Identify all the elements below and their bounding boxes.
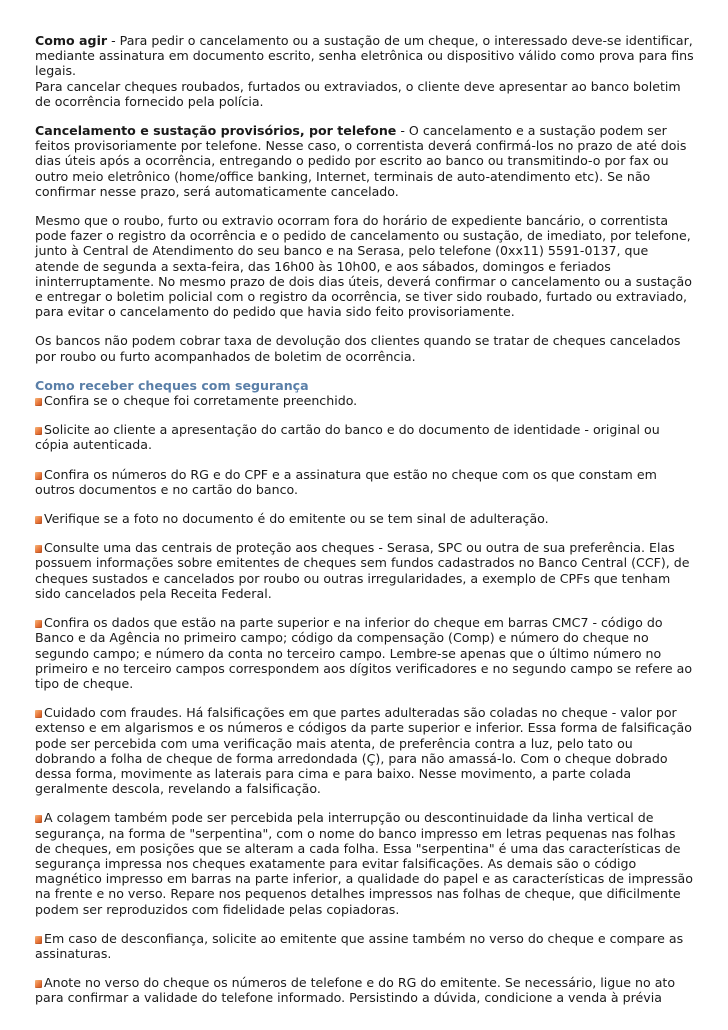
after-hours-paragraph: Mesmo que o roubo, furto ou extravio ocorram fora do horário de expediente bancário, o correntista pode fazer o registro da ocorrência e o pedido de cancelamento ou sustação, de imediato, por telefone, junto à Central de Atendimento do seu banco e na Serasa, pelo telefone (0xx11) 5591-0137, que atende de segunda a sexta-feira, das 16h00 às 10h00, e aos sábados, domingos e feriados ininterruptamente. No mesmo prazo de dois dias úteis, deverá confirmar o cancelamento ou a sustação e entregar o boletim policial com o registro da ocorrência, se tiver sido roubado, furtado ou extraviado, para evitar o cancelamento do pedido que havia sido feito provisoriamente. bbox=[35, 213, 692, 320]
bullet-icon bbox=[35, 516, 42, 524]
safety-tip-text: Confira os dados que estão na parte superior e na inferior do cheque em barras CMC7 - código do Banco e da Agência no primeiro campo; código da compensação (Comp) e número do cheque no segundo campo; e número da conta no terceiro campo. Lembre-se apenas que o último número no primeiro e no terceiro campos correspondem aos dígitos verificadores e no segundo campo se refere ao tipo de cheque. bbox=[35, 615, 693, 691]
bullet-icon bbox=[35, 710, 42, 718]
safety-tip bbox=[35, 467, 695, 497]
safety-tip-text: Consulte uma das centrais de proteção aos cheques - Serasa, SPC ou outra de sua preferência. Elas possuem informações sobre emitentes de cheques sem fundos cadastrados no Banco Central (CCF), de cheques sustados e cancelados por roubo ou outras irregularidades, a exemplo de CPFs que tenham sido cancelados pela Receita Federal. bbox=[35, 540, 690, 601]
safety-tip bbox=[35, 540, 695, 601]
safety-tip bbox=[35, 975, 695, 1005]
safety-tip bbox=[35, 810, 695, 916]
provisional-label: Cancelamento e sustação provisórios, por telefone bbox=[35, 123, 397, 139]
bullet-icon bbox=[35, 815, 42, 823]
bullet-icon bbox=[35, 936, 42, 944]
safety-tip bbox=[35, 511, 695, 526]
bullet-icon bbox=[35, 620, 42, 628]
safety-tip-text: Solicite ao cliente a apresentação do cartão do banco e do documento de identidade - original ou cópia autenticada. bbox=[35, 422, 660, 453]
safety-tip-text: Anote no verso do cheque os números de telefone e do RG do emitente. Se necessário, ligue no ato para confirmar a validade do telefone informado. Persistindo a dúvida, condicione a venda à prévia bbox=[35, 975, 676, 1006]
bullet-icon bbox=[35, 398, 42, 406]
safety-tip-text: Cuidado com fraudes. Há falsificações em que partes adulteradas são coladas no cheque - valor por extenso e em algarismos e os números e códigos da parte superior e inferior. Essa forma de falsificação pode ser percebida com uma verificação mais atenta, de preferência contra a luz, pelo tato ou dobrando a folha de cheque de forma arredondada (Ç), para não amassá-lo. Com o cheque dobrado dessa forma, movimente as laterais para cima e para baixo. Nesse movimento, a parte colada geralmente descola, revelando a falsificação. bbox=[35, 705, 692, 797]
how-to-paragraph bbox=[35, 33, 695, 79]
safety-tip bbox=[35, 705, 695, 796]
safety-tip bbox=[35, 931, 695, 961]
safety-tip-text: Confira os números do RG e do CPF e a assinatura que estão no cheque com os que constam em outros documentos e no cartão do banco. bbox=[35, 466, 657, 497]
fees-paragraph: Os bancos não podem cobrar taxa de devolução dos clientes quando se tratar de cheques cancelados por roubo ou furto acompanhados de boletim de ocorrência. bbox=[35, 333, 681, 364]
safety-section bbox=[35, 378, 695, 1006]
how-to-label: Como agir bbox=[35, 33, 108, 48]
safety-heading: Como receber cheques com segurança bbox=[35, 377, 309, 393]
safety-tip-text: Verifique se a foto no documento é do emitente ou se tem sinal de adulteração. bbox=[44, 511, 549, 527]
safety-tip bbox=[35, 393, 695, 408]
how-to-separator: - bbox=[107, 33, 120, 48]
provisional-separator: - bbox=[396, 123, 409, 139]
safety-tip bbox=[35, 615, 695, 691]
bullet-icon bbox=[35, 472, 42, 480]
bullet-icon bbox=[35, 427, 42, 435]
safety-tip bbox=[35, 422, 695, 452]
provisional-paragraph bbox=[35, 123, 695, 199]
document-page bbox=[35, 33, 695, 1020]
provisional-text: O cancelamento e a sustação podem ser feitos provisoriamente por telefone. Nesse caso, o correntista deverá confirmá-los no prazo de até dois dias úteis após a ocorrência, entregando o pedido por escrito ao banco ou transmitindo-o por fax ou outro meio eletrônico (home/office banking, Internet, terminais de auto-atendimento etc). Se não confirmar nesse prazo, será automaticamente cancelado. bbox=[35, 123, 687, 199]
safety-tip-text: Confira se o cheque foi corretamente preenchido. bbox=[44, 393, 358, 409]
stolen-cheques-paragraph: Para cancelar cheques roubados, furtados ou extraviados, o cliente deve apresentar ao banco boletim de ocorrência fornecido pela polícia. bbox=[35, 78, 681, 109]
bullet-icon bbox=[35, 545, 42, 553]
bullet-icon bbox=[35, 980, 42, 988]
safety-tip-text: A colagem também pode ser percebida pela interrupção ou descontinuidade da linha vertical de segurança, na forma de "serpentina", com o nome do banco impresso em letras pequenas nas folhas de cheques, em posições que se alteram a cada folha. Essa "serpentina" é uma das características de segurança impressa nos cheques exatamente para evitar falsificações. As demais são o código magnético impresso em barras na parte inferior, a qualidade do papel e as características de impressão na frente e no verso. Repare nos pequenos detalhes impressos nas folhas de cheque, que dificilmente podem ser reproduzidos com fidelidade pelas copiadoras. bbox=[35, 810, 693, 917]
how-to-text: Para pedir o cancelamento ou a sustação de um cheque, o interessado deve-se identificar, mediante assinatura em documento escrito, senha eletrônica ou dispositivo válido como prova para fins legais. bbox=[35, 33, 694, 79]
safety-tip-text: Em caso de desconfiança, solicite ao emitente que assine também no verso do cheque e compare as assinaturas. bbox=[35, 930, 684, 961]
